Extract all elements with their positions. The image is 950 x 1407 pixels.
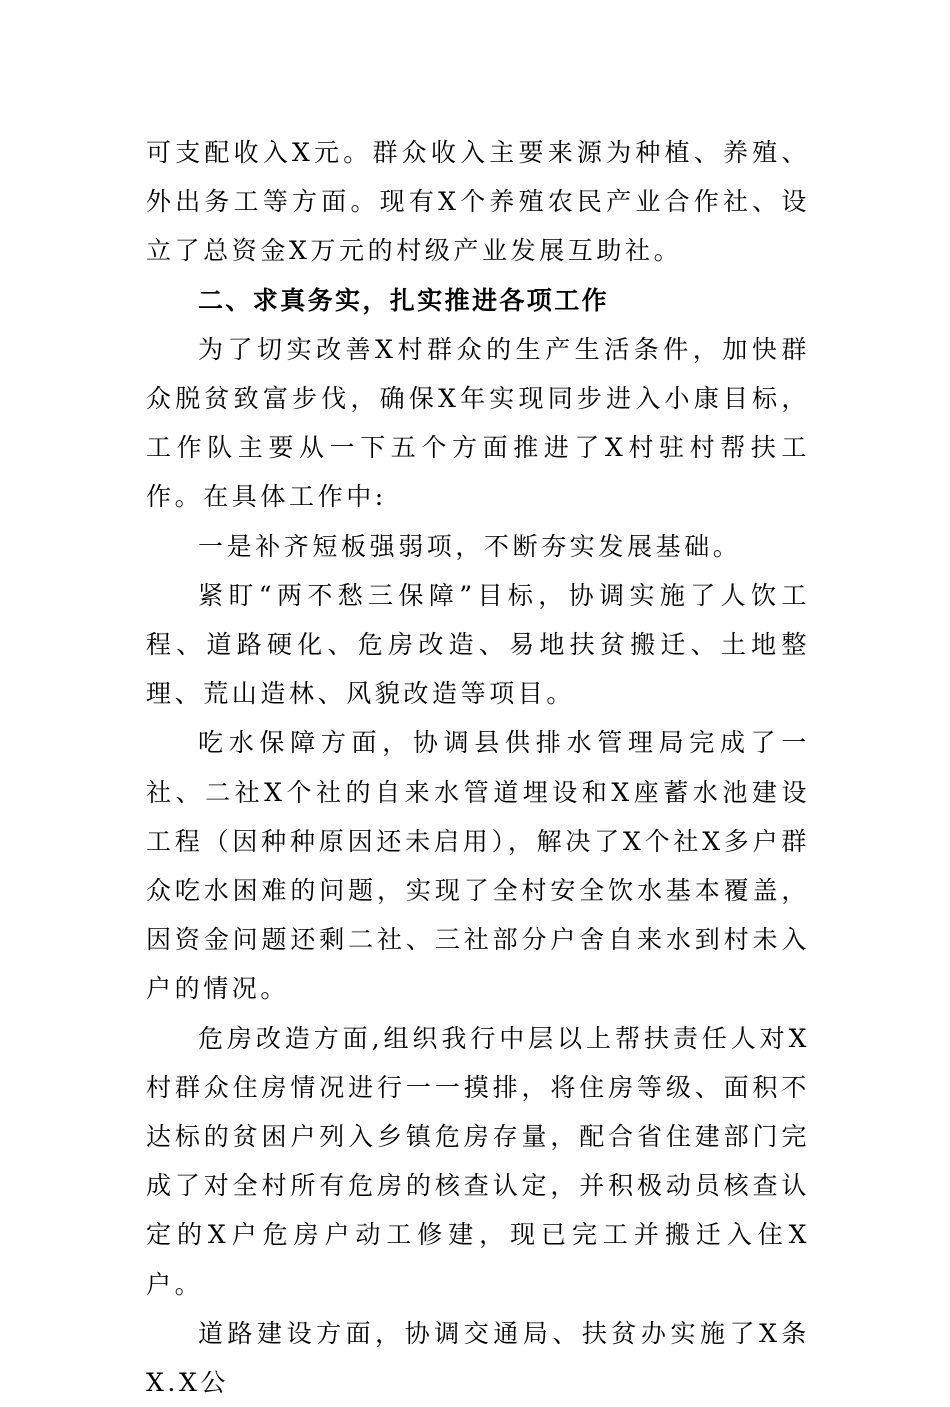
paragraph-point-one: 一是补齐短板强弱项，不断夯实发展基础。 xyxy=(198,531,742,561)
paragraph-roads: 道路建设方面，协调交通局、扶贫办实施了X条X.X公 xyxy=(146,1318,810,1398)
document-body xyxy=(146,128,810,1407)
paragraph-water: 吃水保障方面，协调县供排水管理局完成了一社、二社X个社的自来水管道埋设和X座蓄水池建设工程（因种种原因还未启用），解决了X个社X多户群众吃水困难的问题，实现了全村安全饮水基本覆盖，因资金问题还剩二社、三社部分户舍自来水到村未入户的情况。 xyxy=(146,728,810,1004)
section-heading: 二、求真务实，扎实推进各项工作 xyxy=(198,285,610,315)
paragraph-income: 可支配收入X元。群众收入主要来源为种植、养殖、外出务工等方面。现有X个养殖农民产业合作社、设立了总资金X万元的村级产业发展互助社。 xyxy=(146,138,810,266)
paragraph-housing: 危房改造方面,组织我行中层以上帮扶责任人对X村群众住房情况进行一一摸排，将住房等级、面积不达标的贫困户列入乡镇危房存量，配合省住建部门完成了对全村所有危房的核查认定，并积极动员核查认定的X户危房户动工修建，现已完工并搬迁入住X户。 xyxy=(146,1023,810,1299)
paragraph-projects: 紧盯“两不愁三保障”目标，协调实施了人饮工程、道路硬化、危房改造、易地扶贫搬迁、土地整理、荒山造林、风貌改造等项目。 xyxy=(146,580,810,709)
paragraph-intro: 为了切实改善X村群众的生产生活条件，加快群众脱贫致富步伐，确保X年实现同步进入小康目标，工作队主要从一下五个方面推进了X村驻村帮扶工作。在具体工作中: xyxy=(146,334,810,512)
